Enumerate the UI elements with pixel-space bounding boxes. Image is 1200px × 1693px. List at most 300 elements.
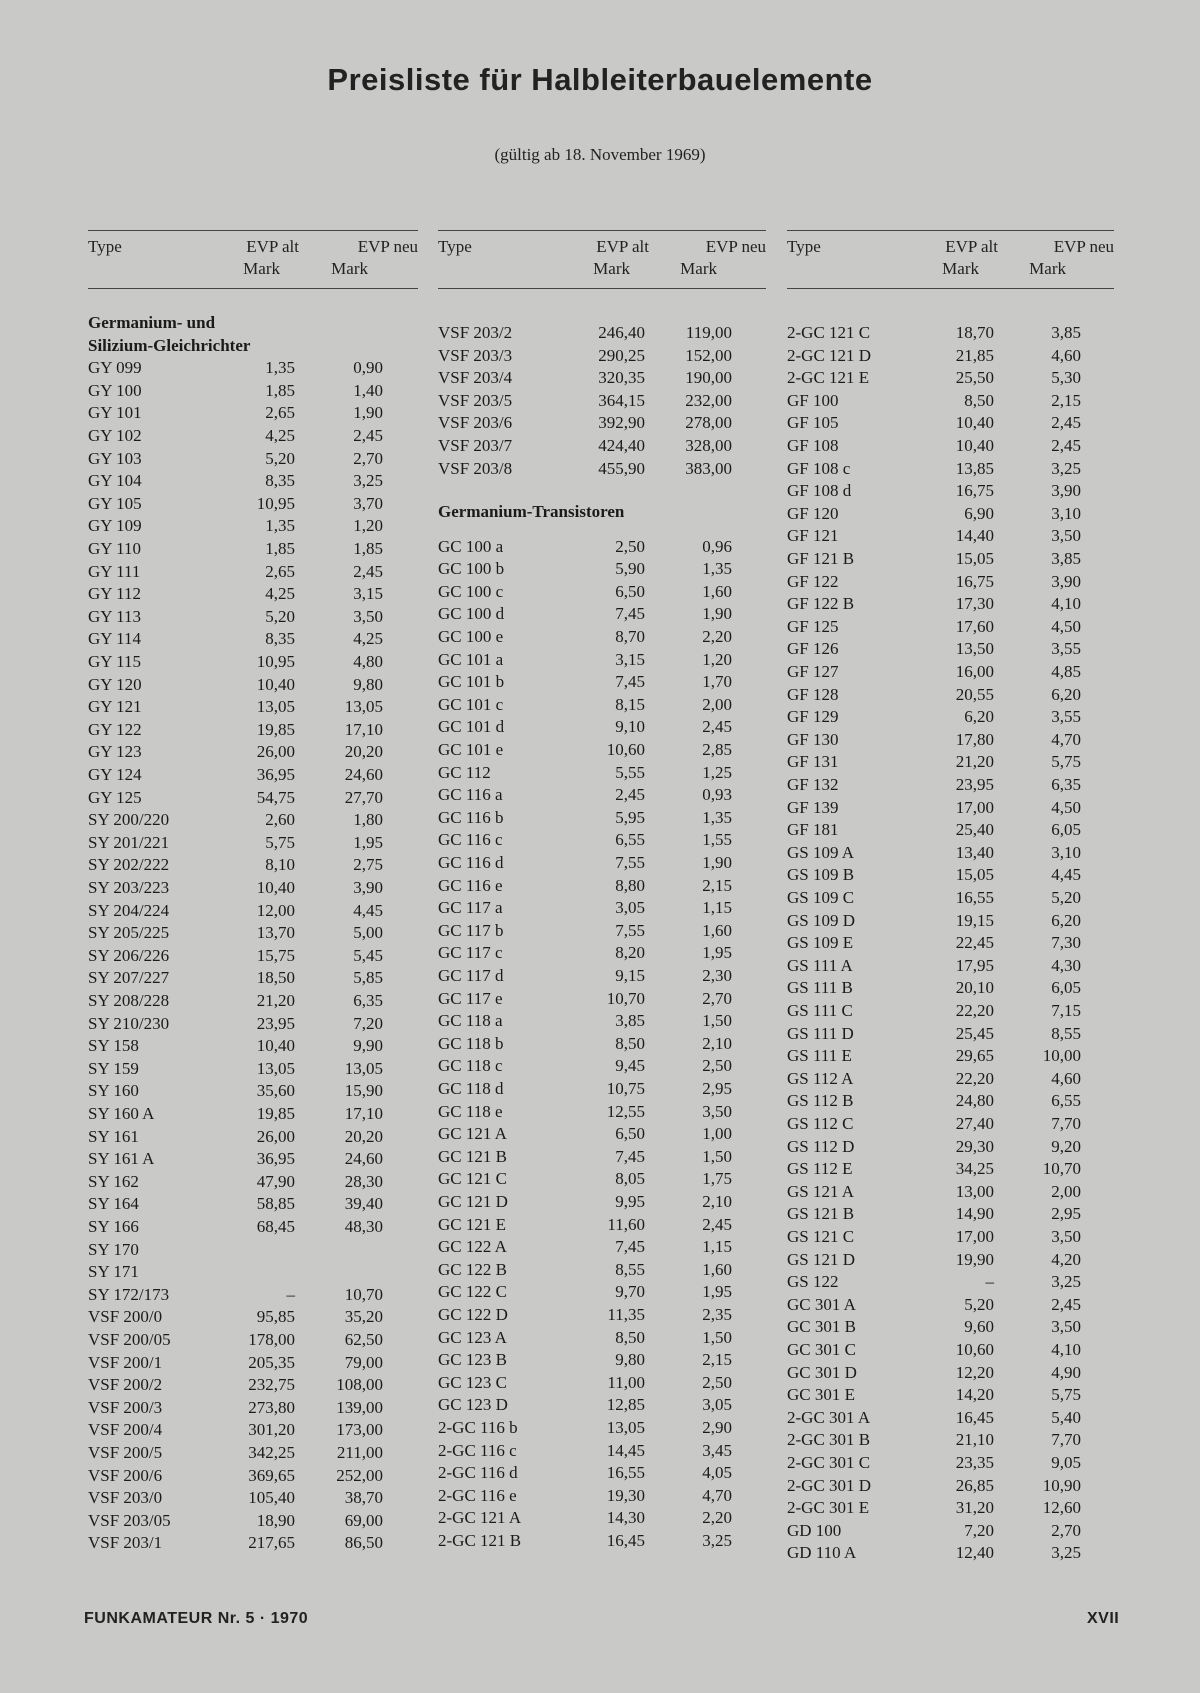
price-old: 24,80 xyxy=(955,1091,994,1110)
price-old: 246,40 xyxy=(598,323,645,342)
price-row xyxy=(88,809,418,831)
component-type: GY 114 xyxy=(88,629,142,648)
price-old: 31,20 xyxy=(955,1498,994,1517)
component-type: SY 202/222 xyxy=(88,855,170,874)
price-row xyxy=(88,1261,418,1283)
price-row xyxy=(438,558,766,580)
price-row xyxy=(787,593,1114,615)
price-row xyxy=(787,1339,1114,1361)
price-old: 21,10 xyxy=(955,1430,994,1449)
price-old: 9,70 xyxy=(615,1282,645,1301)
price-row xyxy=(88,1193,418,1215)
price-row xyxy=(88,967,418,989)
price-old: 19,15 xyxy=(955,911,994,930)
price-old: – xyxy=(985,1272,994,1291)
component-type: SY 161 xyxy=(88,1127,139,1146)
price-new: 1,35 xyxy=(702,559,732,578)
price-new: 3,85 xyxy=(1051,323,1081,342)
price-new: 4,70 xyxy=(1051,730,1081,749)
header-evp-alt: EVP alt xyxy=(246,237,299,256)
price-row xyxy=(787,955,1114,977)
price-old: 21,85 xyxy=(955,346,994,365)
header-evp-alt-unit: Mark xyxy=(593,259,630,278)
price-old: 232,75 xyxy=(248,1375,295,1394)
price-old: 16,55 xyxy=(955,888,994,907)
price-row xyxy=(88,1419,418,1441)
price-old: 273,80 xyxy=(248,1398,295,1417)
header-evp-neu: EVP neu xyxy=(1053,237,1114,256)
price-new: 10,00 xyxy=(1042,1046,1081,1065)
component-type: VSF 203/5 xyxy=(438,391,513,410)
price-new: 1,00 xyxy=(702,1124,732,1143)
component-type: 2-GC 116 e xyxy=(438,1486,517,1505)
price-old: 10,70 xyxy=(606,989,645,1008)
price-new: 3,10 xyxy=(1051,843,1081,862)
price-row xyxy=(787,458,1114,480)
component-type: GY 125 xyxy=(88,788,142,807)
price-old: 19,85 xyxy=(256,1104,295,1123)
price-old: 17,80 xyxy=(955,730,994,749)
price-row xyxy=(787,1023,1114,1045)
component-type: SY 204/224 xyxy=(88,901,170,920)
price-old: 424,40 xyxy=(598,436,645,455)
price-old: 7,45 xyxy=(615,1237,645,1256)
price-row xyxy=(438,1146,766,1168)
price-new: 3,25 xyxy=(702,1531,732,1550)
price-row xyxy=(88,719,418,741)
price-row xyxy=(88,990,418,1012)
price-new: 232,00 xyxy=(685,391,732,410)
price-new: 5,85 xyxy=(353,968,383,987)
price-row xyxy=(787,819,1114,841)
price-old: 205,35 xyxy=(248,1353,295,1372)
price-old: 25,45 xyxy=(955,1024,994,1043)
component-type: SY 208/228 xyxy=(88,991,170,1010)
price-new: 48,30 xyxy=(344,1217,383,1236)
price-row xyxy=(438,1394,766,1416)
price-new: 2,15 xyxy=(1051,391,1081,410)
component-type: GC 122 D xyxy=(438,1305,508,1324)
price-old: 8,15 xyxy=(615,695,645,714)
price-new: 3,25 xyxy=(1051,1543,1081,1562)
price-new: 1,70 xyxy=(702,672,732,691)
price-old: 34,25 xyxy=(955,1159,994,1178)
component-type: SY 166 xyxy=(88,1217,139,1236)
price-new: 3,50 xyxy=(1051,526,1081,545)
component-type: GF 108 xyxy=(787,436,839,455)
price-new: 9,20 xyxy=(1051,1137,1081,1156)
price-old: 22,45 xyxy=(955,933,994,952)
header-rule-top xyxy=(787,230,1114,231)
price-new: 0,96 xyxy=(702,537,732,556)
price-old: 14,30 xyxy=(606,1508,645,1527)
price-old: 25,50 xyxy=(955,368,994,387)
price-old: 13,85 xyxy=(955,459,994,478)
price-new: 4,50 xyxy=(1051,617,1081,636)
price-old: 4,25 xyxy=(265,584,295,603)
price-row xyxy=(787,390,1114,412)
price-new: 1,90 xyxy=(702,604,732,623)
price-new: 4,60 xyxy=(1051,346,1081,365)
price-new: 1,15 xyxy=(702,898,732,917)
price-row xyxy=(438,1440,766,1462)
price-new: 278,00 xyxy=(685,413,732,432)
price-new: 3,85 xyxy=(1051,549,1081,568)
component-type: GC 121 D xyxy=(438,1192,508,1211)
price-row xyxy=(787,571,1114,593)
price-row xyxy=(787,1407,1114,1429)
price-row xyxy=(787,480,1114,502)
price-old: 23,95 xyxy=(256,1014,295,1033)
price-old: 16,55 xyxy=(606,1463,645,1482)
component-type: 2-GC 121 D xyxy=(787,346,872,365)
price-new: 3,50 xyxy=(702,1102,732,1121)
price-row xyxy=(88,900,418,922)
price-new: 9,80 xyxy=(353,675,383,694)
header-evp-alt-unit: Mark xyxy=(942,259,979,278)
price-row xyxy=(438,603,766,625)
component-type: VSF 200/05 xyxy=(88,1330,171,1349)
price-old: 15,05 xyxy=(955,865,994,884)
price-old: 3,85 xyxy=(615,1011,645,1030)
price-new: 3,90 xyxy=(1051,572,1081,591)
component-type: GY 102 xyxy=(88,426,142,445)
component-type: GS 111 B xyxy=(787,978,853,997)
component-type: GF 129 xyxy=(787,707,839,726)
component-type: SY 159 xyxy=(88,1059,139,1078)
price-new: 9,05 xyxy=(1051,1453,1081,1472)
price-new: 6,05 xyxy=(1051,978,1081,997)
price-old: 13,50 xyxy=(955,639,994,658)
price-row xyxy=(88,1465,418,1487)
price-row xyxy=(438,1530,766,1552)
price-new: 39,40 xyxy=(344,1194,383,1213)
price-row xyxy=(787,1136,1114,1158)
price-old: 2,65 xyxy=(265,562,295,581)
price-old: 1,35 xyxy=(265,516,295,535)
component-type: GS 111 D xyxy=(787,1024,854,1043)
price-row xyxy=(438,1372,766,1394)
component-type: VSF 200/6 xyxy=(88,1466,163,1485)
price-new: 69,00 xyxy=(344,1511,383,1530)
price-new: 4,30 xyxy=(1051,956,1081,975)
component-type: VSF 203/2 xyxy=(438,323,513,342)
price-old: 9,45 xyxy=(615,1056,645,1075)
component-type: GS 111 C xyxy=(787,1001,853,1020)
price-new: 7,70 xyxy=(1051,1430,1081,1449)
price-old: 25,40 xyxy=(955,820,994,839)
price-row xyxy=(88,1284,418,1306)
component-type: 2-GC 121 C xyxy=(787,323,871,342)
price-new: 2,45 xyxy=(353,426,383,445)
price-new: 2,20 xyxy=(702,1508,732,1527)
component-type: 2-GC 121 B xyxy=(438,1531,522,1550)
header-type: Type xyxy=(438,237,472,256)
price-new: 1,25 xyxy=(702,763,732,782)
component-type: VSF 203/1 xyxy=(88,1533,163,1552)
price-old: 8,55 xyxy=(615,1260,645,1279)
component-type: GS 121 D xyxy=(787,1250,856,1269)
price-new: 2,15 xyxy=(702,876,732,895)
component-type: 2-GC 121 A xyxy=(438,1508,522,1527)
price-row xyxy=(88,787,418,809)
price-row xyxy=(787,412,1114,434)
price-old: 36,95 xyxy=(256,765,295,784)
price-new: 3,05 xyxy=(702,1395,732,1414)
price-old: 6,20 xyxy=(964,707,994,726)
price-old: 6,90 xyxy=(964,504,994,523)
price-new: 3,25 xyxy=(1051,459,1081,478)
component-type: SY 203/223 xyxy=(88,878,170,897)
price-new: 2,90 xyxy=(702,1418,732,1437)
price-new: 1,35 xyxy=(702,808,732,827)
price-old: 11,00 xyxy=(607,1373,645,1392)
price-new: 2,95 xyxy=(1051,1204,1081,1223)
price-old: 27,40 xyxy=(955,1114,994,1133)
price-new: 7,30 xyxy=(1051,933,1081,952)
price-row xyxy=(438,1123,766,1145)
price-row xyxy=(787,684,1114,706)
price-old: 21,20 xyxy=(955,752,994,771)
price-row xyxy=(787,1090,1114,1112)
price-new: 1,50 xyxy=(702,1147,732,1166)
header-type: Type xyxy=(787,237,821,256)
price-new: 2,70 xyxy=(1051,1521,1081,1540)
price-old: 17,00 xyxy=(955,1227,994,1246)
header-rule-bottom xyxy=(438,288,766,289)
price-old: 29,65 xyxy=(955,1046,994,1065)
component-type: VSF 200/0 xyxy=(88,1307,163,1326)
price-row xyxy=(438,762,766,784)
price-old: 12,00 xyxy=(256,901,295,920)
price-row xyxy=(88,1171,418,1193)
component-type: GC 101 d xyxy=(438,717,505,736)
price-new: 2,15 xyxy=(702,1350,732,1369)
price-old: 8,50 xyxy=(615,1034,645,1053)
component-type: GC 118 a xyxy=(438,1011,503,1030)
price-row xyxy=(787,1362,1114,1384)
component-type: SY 161 A xyxy=(88,1149,155,1168)
price-new: 3,10 xyxy=(1051,504,1081,523)
price-old: 7,55 xyxy=(615,921,645,940)
header-evp-alt-unit: Mark xyxy=(243,259,280,278)
price-old: 18,70 xyxy=(955,323,994,342)
component-type: GY 110 xyxy=(88,539,142,558)
component-type: GS 111 E xyxy=(787,1046,852,1065)
component-type: GC 118 b xyxy=(438,1034,504,1053)
price-row xyxy=(787,367,1114,389)
price-old: 23,95 xyxy=(955,775,994,794)
price-row xyxy=(88,696,418,718)
price-new: 2,10 xyxy=(702,1034,732,1053)
component-type: 2-GC 116 b xyxy=(438,1418,518,1437)
price-old: 3,05 xyxy=(615,898,645,917)
price-old: 342,25 xyxy=(248,1443,295,1462)
price-old: 19,85 xyxy=(256,720,295,739)
component-type: GS 121 B xyxy=(787,1204,855,1223)
component-type: GF 122 B xyxy=(787,594,855,613)
price-old: 10,40 xyxy=(256,878,295,897)
price-row xyxy=(88,425,418,447)
price-new: 3,15 xyxy=(353,584,383,603)
component-type: GY 109 xyxy=(88,516,142,535)
price-new: 4,60 xyxy=(1051,1069,1081,1088)
component-type: 2-GC 301 A xyxy=(787,1408,871,1427)
price-new: 5,00 xyxy=(353,923,383,942)
price-new: 2,75 xyxy=(353,855,383,874)
price-new: 1,20 xyxy=(702,650,732,669)
price-row xyxy=(438,920,766,942)
component-type: GY 124 xyxy=(88,765,142,784)
price-row xyxy=(438,412,766,434)
price-row xyxy=(787,1475,1114,1497)
component-type: GF 130 xyxy=(787,730,839,749)
price-old: 217,65 xyxy=(248,1533,295,1552)
price-old: 6,55 xyxy=(615,830,645,849)
price-row xyxy=(787,661,1114,683)
price-old: 3,15 xyxy=(615,650,645,669)
component-type: VSF 203/05 xyxy=(88,1511,171,1530)
price-new: 1,90 xyxy=(702,853,732,872)
price-old: 8,50 xyxy=(615,1328,645,1347)
component-type: SY 201/221 xyxy=(88,833,170,852)
price-old: 17,00 xyxy=(955,798,994,817)
component-type: GF 100 xyxy=(787,391,839,410)
price-row xyxy=(438,965,766,987)
component-type: GY 122 xyxy=(88,720,142,739)
price-old: 10,95 xyxy=(256,652,295,671)
price-row xyxy=(438,536,766,558)
component-type: GC 301 D xyxy=(787,1363,857,1382)
component-type: GC 101 e xyxy=(438,740,504,759)
price-row xyxy=(88,674,418,696)
component-type: GC 122 B xyxy=(438,1260,507,1279)
price-row xyxy=(787,548,1114,570)
price-new: 6,20 xyxy=(1051,911,1081,930)
price-old: 8,10 xyxy=(265,855,295,874)
component-type: SY 210/230 xyxy=(88,1014,170,1033)
price-new: 328,00 xyxy=(685,436,732,455)
price-row xyxy=(438,1055,766,1077)
price-old: 10,95 xyxy=(256,494,295,513)
price-old: 10,40 xyxy=(256,1036,295,1055)
price-new: 1,40 xyxy=(353,381,383,400)
component-type: 2-GC 301 D xyxy=(787,1476,872,1495)
price-new: 8,55 xyxy=(1051,1024,1081,1043)
component-type: SY 171 xyxy=(88,1262,139,1281)
price-row xyxy=(88,1306,418,1328)
price-old: 13,40 xyxy=(955,843,994,862)
price-new: 1,90 xyxy=(353,403,383,422)
price-old: 7,55 xyxy=(615,853,645,872)
price-old: 95,85 xyxy=(256,1307,295,1326)
price-new: 190,00 xyxy=(685,368,732,387)
price-row xyxy=(88,583,418,605)
component-type: SY 205/225 xyxy=(88,923,170,942)
component-type: GF 128 xyxy=(787,685,839,704)
price-row xyxy=(438,875,766,897)
price-new: 2,45 xyxy=(702,1215,732,1234)
component-type: GC 100 d xyxy=(438,604,505,623)
price-new: 0,93 xyxy=(702,785,732,804)
price-row xyxy=(88,922,418,944)
price-old: 5,55 xyxy=(615,763,645,782)
price-new: 1,95 xyxy=(702,1282,732,1301)
price-row xyxy=(787,887,1114,909)
price-row xyxy=(787,1181,1114,1203)
price-old: 16,45 xyxy=(606,1531,645,1550)
price-row xyxy=(438,942,766,964)
price-row xyxy=(88,470,418,492)
header-evp-neu-unit: Mark xyxy=(680,259,717,278)
price-old: 8,05 xyxy=(615,1169,645,1188)
component-type: 2-GC 301 C xyxy=(787,1453,871,1472)
component-type: GC 100 c xyxy=(438,582,504,601)
price-new: 2,45 xyxy=(1051,1295,1081,1314)
component-type: GC 101 c xyxy=(438,695,504,714)
price-row xyxy=(438,1214,766,1236)
price-new: 6,55 xyxy=(1051,1091,1081,1110)
price-new: 7,20 xyxy=(353,1014,383,1033)
price-new: 2,45 xyxy=(353,562,383,581)
price-row xyxy=(787,864,1114,886)
component-type: GC 121 B xyxy=(438,1147,507,1166)
price-old: 26,00 xyxy=(256,1127,295,1146)
price-row xyxy=(787,1452,1114,1474)
price-new: 3,50 xyxy=(353,607,383,626)
price-row xyxy=(88,1239,418,1261)
price-old: 15,75 xyxy=(256,946,295,965)
price-row xyxy=(88,1487,418,1509)
price-old: 13,05 xyxy=(606,1418,645,1437)
component-type: VSF 200/5 xyxy=(88,1443,163,1462)
component-type: GF 139 xyxy=(787,798,839,817)
header-evp-neu-unit: Mark xyxy=(1029,259,1066,278)
price-new: 5,30 xyxy=(1051,368,1081,387)
price-old: 12,85 xyxy=(606,1395,645,1414)
component-type: GC 121 E xyxy=(438,1215,506,1234)
price-new: 1,60 xyxy=(702,921,732,940)
header-evp-neu: EVP neu xyxy=(705,237,766,256)
price-old: 5,20 xyxy=(265,449,295,468)
price-row xyxy=(438,367,766,389)
price-new: 7,15 xyxy=(1051,1001,1081,1020)
price-old: 1,35 xyxy=(265,358,295,377)
component-type: VSF 200/3 xyxy=(88,1398,163,1417)
price-new: 173,00 xyxy=(336,1420,383,1439)
price-new: 2,45 xyxy=(1051,436,1081,455)
price-row xyxy=(88,1374,418,1396)
price-row xyxy=(438,1281,766,1303)
price-new: 4,85 xyxy=(1051,662,1081,681)
component-type: GC 116 c xyxy=(438,830,503,849)
price-row xyxy=(88,606,418,628)
header-rule-top xyxy=(438,230,766,231)
component-type: GS 109 D xyxy=(787,911,856,930)
price-old: 10,40 xyxy=(256,675,295,694)
price-row xyxy=(88,380,418,402)
price-new: 4,45 xyxy=(1051,865,1081,884)
price-old: 36,95 xyxy=(256,1149,295,1168)
component-type: GC 112 xyxy=(438,763,491,782)
component-type: GS 112 B xyxy=(787,1091,854,1110)
price-new: 62,50 xyxy=(344,1330,383,1349)
price-new: 4,10 xyxy=(1051,594,1081,613)
price-row xyxy=(88,945,418,967)
price-old: 14,20 xyxy=(955,1385,994,1404)
price-old: 54,75 xyxy=(256,788,295,807)
price-row xyxy=(438,581,766,603)
